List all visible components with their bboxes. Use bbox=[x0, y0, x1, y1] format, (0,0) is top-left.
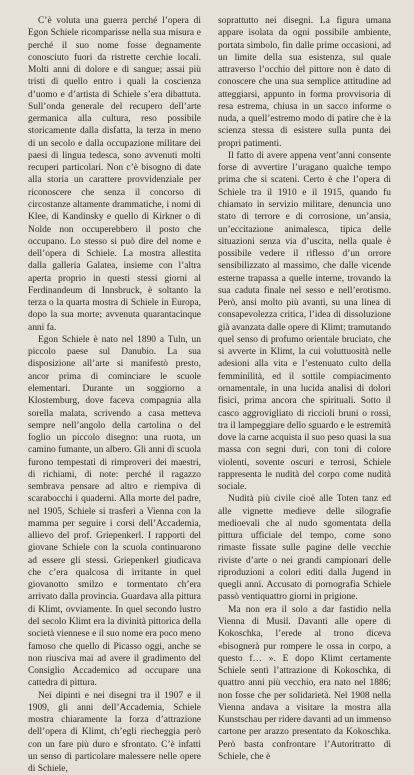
text-column-left bbox=[28, 15, 201, 775]
paragraph: Nei dipinti e nei disegni tra il 1907 e il 1909, gli anni dell’Accademia, Schiele mostra chiaramente la forza d’attrazione dell’opera di Klimt, ch’egli riecheggia però con un fare più duro e sfrontato. C’è infatti un senso di particolare malessere nelle opere di Schiele, bbox=[28, 690, 201, 775]
paragraph: Egon Schiele è nato nel 1890 a Tuln, un piccolo paese sul Danubio. La sua disposizione all’arte si manifestò presto, ancor prima di cominciare le scuole elementari. Durante un soggiorno a Klostemburg, dove faceva compagnia alla sorella malata, scrivendo a casa metteva sempre nell’angolo della cartolina o del foglio un piccolo disegno: una ruota, un camino fumante, un albero. Gli anni di scuola furono tempestati di rimproveri dei maestri, di richiami, di note: perché il ragazzo sembrava pensare ad altro e riempiva di scarabocchi i quaderni. Alla morte del padre, nel 1905, Schiele si trasferì a Vienna con la mamma per seguire i corsi dell’Accademia, allievo del prof. Griepenkerl. I rapporti del giovane Schiele con la scuola continuarono ad essere gli stessi. Griepenkerl giudicava che c’era qualcosa di irritante in quel giovanotto smilzo e tormentato ch’era arrivato dalla provincia. Guardava alla pittura di Klimt, ovviamente. In quel secondo lustro del secolo Klimt era la divinità pittorica della società viennese e il suo nome era poco meno famoso che quello di Picasso oggi, anche se non riusciva mai ad avere il gradimento del Consiglio Accademico ad occupare una cattedra di pittura. bbox=[28, 334, 201, 689]
paragraph: soprattutto nei disegni. La figura umana appare isolata da ogni possibile ambiente, portata simbolo, fin dalle prime occasioni, ad un limite della sua esistenza, sul quale attraverso l’occhio del pittore non è dato di conoscere che una sua semplice attitudine ad atteggiarsi, appunto in forma provvisoria di resa estrema, chiusa in un sacco informe o nuda, a quell’estremo modo di patire che è la scienza stessa di esistere sulla punta dei propri patimenti. bbox=[218, 16, 391, 149]
paragraph: Il fatto di avere appena vent’anni consente forse di avvertire l’uragano qualche tempo prima che si scateni. Certo è che l’opera di Schiele tra il 1910 e il 1915, quando fu chiamato in servizio militare, denuncia uno stato di terrore e di corrosione, un’ansia, un’eccitazione animalesca, tipica delle situazioni senza via d’uscita, nella quale è possibile vedere il riflesso d’un orrore sensibilizzato al massimo, che dalle vicende esterne trapassa a quelle interne, trovando la sua caduta finale nel sesso e nell’erotismo. Però, ansi molto più avanti, su una linea di consapevolezza critica, l’idea di dissoluzione già avanzata dalle opere di Klimt; tramutando quel senso di profumo orientale bruciato, che si avverte in Klimt, la cui voluttuosità nelle adesioni alla vita e l’estenuato culto della femminilità, ed il sottile compiacimento ornamentale, in una lucida analisi di dolori fisici, prima ancora che spirituali. Sotto il casco aggrovigliato di riccioli bruni o rossi, tra il lampeggiare dello sguardo e le estremità dove la carne acquista il suo peso quasi la sua massa con segni duri, con toni di colore violenti, sovente oscuri e terrosi, Schiele rappresenta le nudità del corpo come nudità sociale. bbox=[218, 150, 391, 493]
paragraph: Nudità più civile cioè alle Toten tanz ed alle vignette medieve delle silografie medioevali che al nudo sgomentata della pittura ufficiale del tempo, come sono rimaste fissate sulle pagine delle vecchie riviste d’arte o nei grandi campionari delle riproduzioni a colori editi dalla Jugend in quegli anni. Accusato di pornografia Schiele passò ventiquattro giorni in prigione. bbox=[218, 494, 391, 603]
paragraph: Ma non era il solo a dar fastidio nella Vienna di Musil. Davanti alle opere di Kokoschka, l’erede al trono diceva «bisognerà pur rompere le ossa in corpo, a questo f… ». E dopo Klimt certamente Schiele sentì l’attrazione di Kokoschka, di quattro anni più vecchio, era nato nel 1886; non fosse che per solidarietà. Nel 1908 nella Vienna andava a visitare la mostra alla Kunstschau per ridere davanti ad un immenso cartone per arazzo presentato da Kokoschka. Però basta confrontare l’Autoritratto di Schiele, che è bbox=[218, 604, 391, 762]
paragraph: C’è voluta una guerra perché l’opera di Egon Schiele ricomparisse nella sua misura e perché il suo nome fosse degnamente conosciuto fuori da ristrette cerchie locali. Molti anni di dolore e di sangue; assai più tristi di quello entro i quali la coscienza d’uomo e d’artista di Schiele s’era dibattuta. Sull’onda generale del recupero dell’arte germanica alla cultura, reso possibile storicamente dalla disfatta, la terza in meno di un secolo e dalla occupazione militare dei paesi di lingua tedesca, sono avvenuti molti recuperi particolari. Non c’è bisogno di date alla storia un carattere provvidenziale per riconoscere che senza il concorso di circostanze altamente drammatiche, i nomi di Klee, di Kandinsky e quello di Kirkner o di Nolde non occuperebbero il posto che occupano. Lo stesso si può dire del nome e dell’opera di Schiele. La mostra allestita dalla galleria Galatea, insieme con l’altra aperta proprio in questi stessi giorni al Ferdinandeum di Innsbruck, è soltanto la terza o la quarta mostra di Schiele in Europa, dopo la sua morte; avvenuta quarantacinque anni fa. bbox=[28, 16, 201, 333]
text-column-right bbox=[218, 15, 391, 763]
